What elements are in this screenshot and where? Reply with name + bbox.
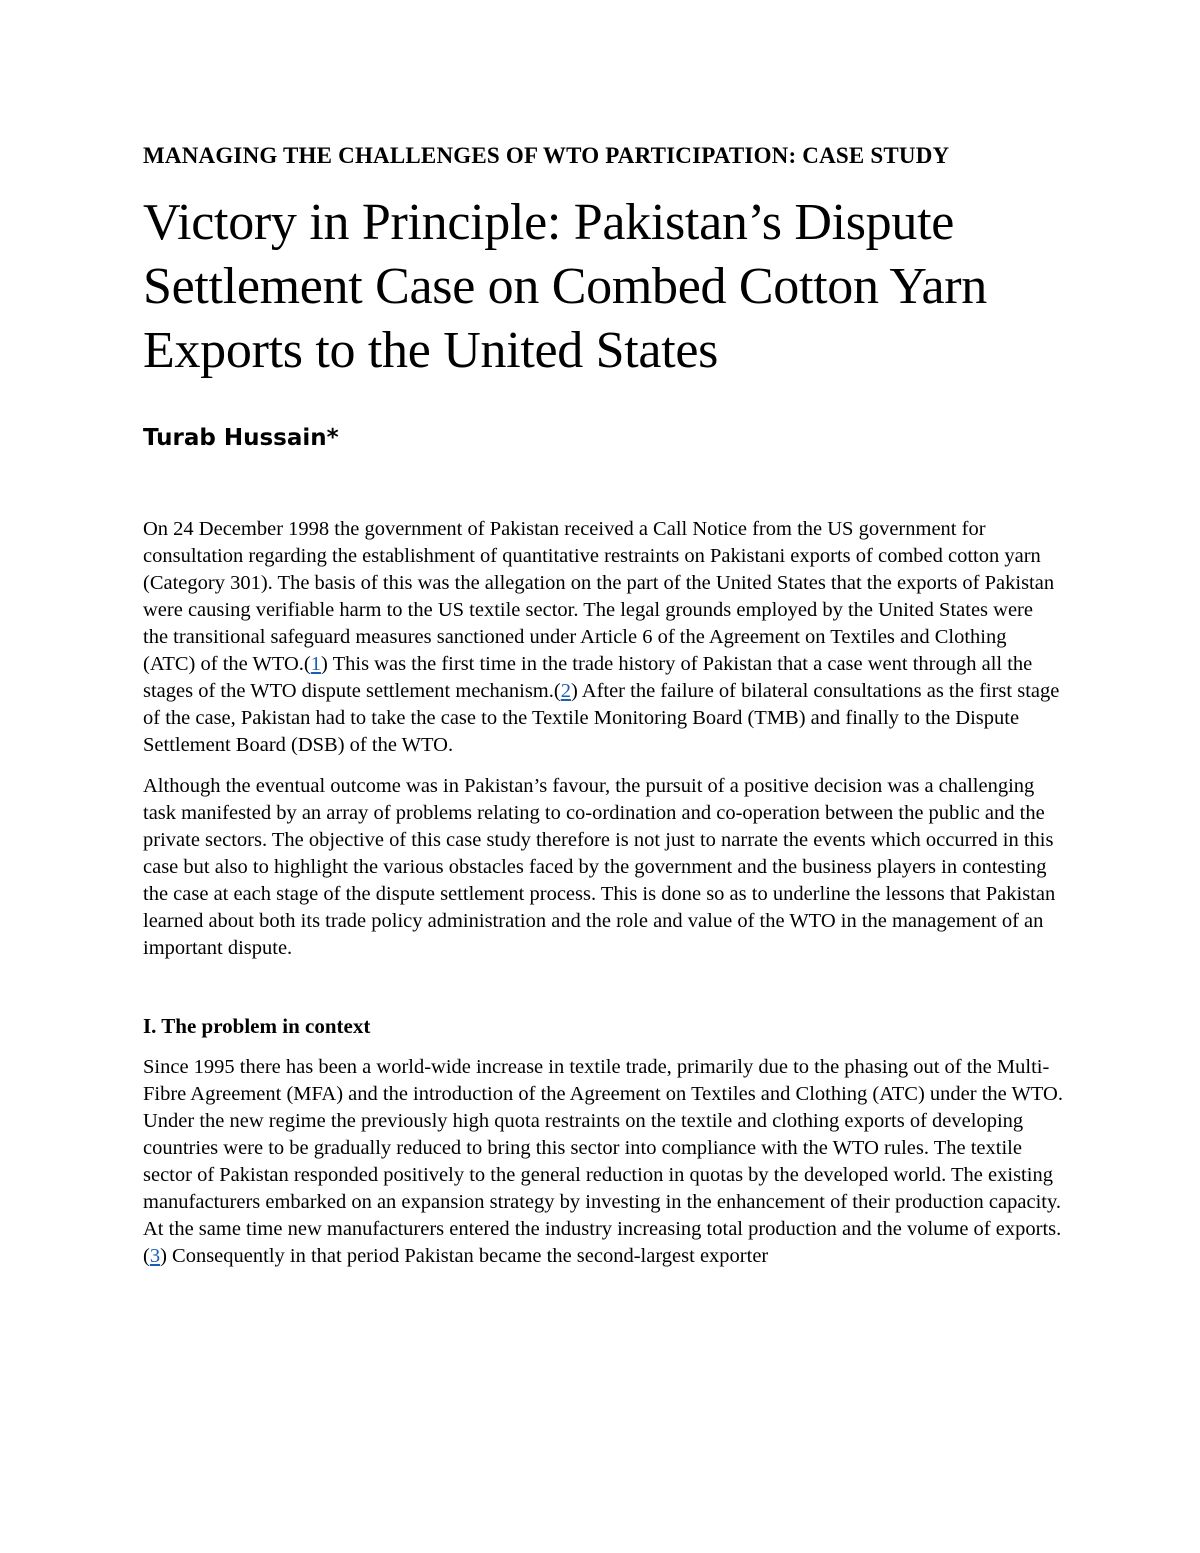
author-name: Turab Hussain* [143, 425, 339, 451]
intro-text-2: ) This was the first time in the trade history of Pakistan that a case went through all the stages of the WTO dispute settlement mechanism.( [143, 653, 1033, 702]
objective-paragraph: Although the eventual outcome was in Pakistan’s favour, the pursuit of a positive decision was a challenging task manifested by an array of problems relating to co-ordination and co-operation between the public and the private sectors. The objective of this case study therefore is not just to narrate the events which occurred in this case but also to highlight the various obstacles faced by the government and the business players in contesting the case at each stage of the dispute settlement process. This is done so as to underline the lessons that Pakistan learned about both its trade policy administration and the role and value of the WTO in the management of an important dispute. [143, 775, 1056, 959]
document-title: Victory in Principle: Pakistan’s Dispute Settlement Case on Combed Cotton Yarn Exports to the United States [143, 194, 987, 379]
section-heading-problem-in-context: I. The problem in context [143, 1014, 371, 1038]
context-paragraph [143, 1054, 1063, 1270]
document-page [143, 140, 1063, 1270]
intro-text-3: ) After the failure of bilateral consultations as the first stage of the case, Pakistan had to take the case to the Textile Monitoring Board (TMB) and finally to the Dispute Settlement Board (DSB) of the WTO. [143, 680, 1060, 756]
context-text-1: Since 1995 there has been a world-wide increase in textile trade, primarily due to the phasing out of the Multi-Fibre Agreement (MFA) and the introduction of the Agreement on Textiles and Clothing (ATC) under the WTO. Under the new regime the previously high quota restraints on the textile and clothing exports of developing countries were to be gradually reduced to bring this sector into compliance with the WTO rules. The textile sector of Pakistan responded positively to the general reduction in quotas by the developed world. The existing manufacturers embarked on an expansion strategy by investing in the enhancement of their production capacity. At the same time new manufacturers entered the industry increasing total production and the volume of exports.( [143, 1056, 1063, 1267]
intro-paragraph [143, 516, 1063, 759]
context-text-2: ) Consequently in that period Pakistan became the second-largest exporter [160, 1245, 769, 1267]
footnote-link-3[interactable]: 3 [149, 1245, 161, 1267]
series-heading: MANAGING THE CHALLENGES OF WTO PARTICIPATION: CASE STUDY [143, 143, 950, 168]
footnote-link-2[interactable]: 2 [560, 680, 571, 702]
intro-text-1: On 24 December 1998 the government of Pakistan received a Call Notice from the US government for consultation regarding the establishment of quantitative restraints on Pakistani exports of combed cotton yarn (Category 301). The basis of this was the allegation on the part of the United States that the exports of Pakistan were causing verifiable harm to the US textile sector. The legal grounds employed by the United States were the transitional safeguard measures sanctioned under Article 6 of the Agreement on Textiles and Clothing (ATC) of the WTO.( [143, 518, 1055, 675]
footnote-link-1[interactable]: 1 [310, 653, 322, 675]
